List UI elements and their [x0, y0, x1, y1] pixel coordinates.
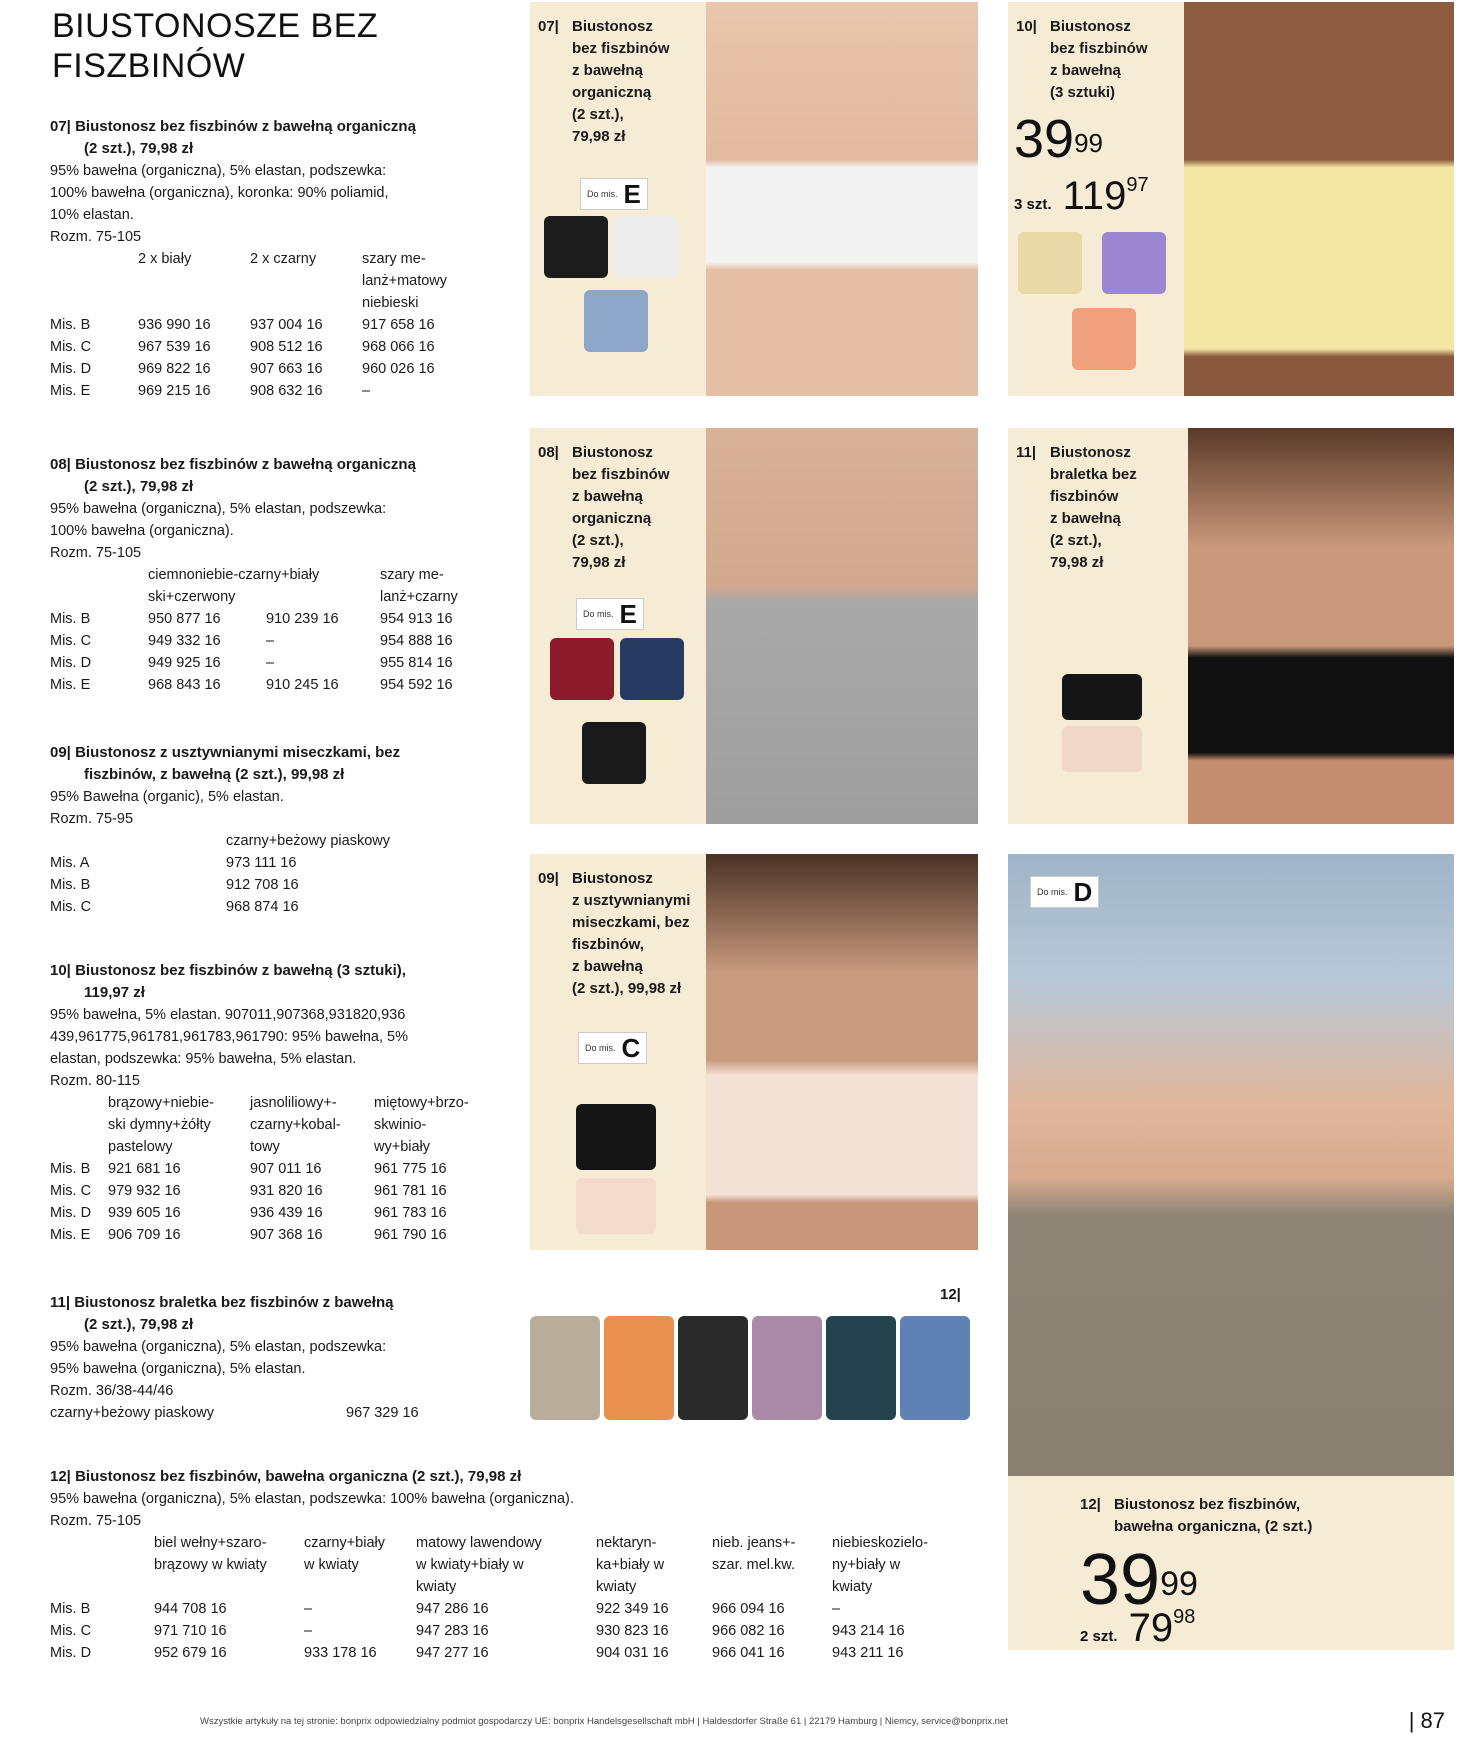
size-table: ciemnoniebie-czarny+biały ski+czerwony szary me- lanż+czarny Mis. B 950 877 16 910 239 16 954 913 16 Mis. C 949 332 16 – 954 888 16 Mis. D 949 925 16 – 955 814 16 Mis. E 968 843 16 910 245 16 954 592 16: [50, 567, 458, 693]
model-photo: [706, 854, 978, 1250]
page-number: | 87: [1408, 1708, 1445, 1733]
size-table: brązowy+niebie- ski dymny+żółty pastelowy jasnoliliowy+- czarny+kobal- towy miętowy+brzo- skwinio- wy+biały Mis. B 921 681 16 907 011 16 961 775 16 Mis. C 979 932 16 931 820 16 961 781 16 Mis. D 939 605 16 936 439 16 961 783 16 Mis. E 906 709 16 907 368 16 961 790 16: [50, 1095, 469, 1243]
size-table: 2 x biały 2 x czarny szary me- lanż+matowy niebieski Mis. B 936 990 16 937 004 16 917 658 16 Mis. C 967 539 16 908 512 16 968 066 16 Mis. D 969 822 16 907 663 16 960 026 16 Mis. E 969 215 16 908 632 16 –: [50, 251, 448, 399]
bra-thumbnail-lilac-black: [1102, 232, 1166, 294]
page-title: BIUSTONOSZE BEZ FISZBINÓW: [52, 7, 379, 85]
cup-size-badge: Do mis. E: [580, 178, 648, 210]
strip-label: 12|: [940, 1286, 961, 1303]
bra-thumbnail-blue-green: [826, 1316, 896, 1420]
bra-thumbnail-navy-grey: [620, 638, 684, 700]
footer-legal: Wszystkie artykuły na tej stronie: bonprix odpowiedzialny podmiot gospodarczy UE: bonprix Handelsgesellschaft mbH | Haldesdorfer Straße 61 | 22179 Hamburg | Niemcy, service@bonprix.net: [200, 1716, 1008, 1727]
bra-thumbnail-lavender: [752, 1316, 822, 1420]
item-11-description: 11| Biustonosz braletka bez fiszbinów z bawełną (2 szt.), 79,98 zł 95% bawełna (organiczna), 5% elastan, podszewka: 95% bawełna (organiczna), 5% elastan. Rozm. 36/38-44/46 czarny+beżowy piaskowy 967 329 16: [50, 1294, 419, 1421]
bra-thumbnail-black: [1062, 674, 1142, 720]
bra-thumbnail-blue: [584, 290, 648, 352]
multi-price: 2 szt. $79^{98}$: [1080, 1606, 1196, 1650]
model-photo: [706, 2, 978, 396]
cup-size-badge: Do mis. D: [1030, 876, 1099, 908]
item-heading: 07| Biustonosz bez fiszbinów z bawełną organiczną: [50, 118, 416, 135]
cup-size-badge: Do mis. E: [576, 598, 644, 630]
price: $39^{99}$: [1014, 109, 1103, 169]
item-12-description: 12| Biustonosz bez fiszbinów, bawełna organiczna (2 szt.), 79,98 zł 95% bawełna (organiczna), 5% elastan, podszewka: 100% bawełna (organiczna). Rozm. 75-105 biel wełny+szaro- brązowy w kwiaty czarny+biały w kwiaty matowy lawendowy w kwiaty+biały w kwiaty nektaryn- ka+biały w kwiaty nieb. jeans+- szar. mel.kw. niebieskozielo- ny+biały w kwiaty Mis. B 944 708 16 – 947 286 16 922 349 16 966 094 16 – Mis. C 971 710 16 – 947 283 16 930 823 16 966 082 16 943 214 16 Mis. D 952 679 16 933 178 16 947 277 16 904 031 16 966 041 16 943 211 16: [50, 1466, 574, 1664]
model-photo: [1188, 428, 1454, 824]
product-panel-11: 11| Biustonosz braletka bez fiszbinów z bawełną (2 szt.), 79,98 zł: [1008, 428, 1454, 824]
size-table: czarny+beżowy piaskowy Mis. A 973 111 16 Mis. B 912 708 16 Mis. C 968 874 16: [50, 833, 391, 915]
item-07-description: 07| Biustonosz bez fiszbinów z bawełną organiczną (2 szt.), 79,98 zł 95% bawełna (organiczna), 5% elastan, podszewka: 100% bawełna (organiczna), koronka: 90% poliamid, 10% elastan. Rozm. 75-105 2 x biały 2 x czarny szary me- lanż+matowy niebieski Mis. B 936 990 16 937 004 16 917 658 16 Mis. C 967 539 16 908 512 16 968 066 16 Mis. D 969 822 16 907 663 16 960 026 16 Mis. E 969 215 16 908 632 16 –: [50, 116, 416, 402]
item-09-description: 09| Biustonosz z usztywnianymi miseczkami, bez fiszbinów, z bawełną (2 szt.), 99,98 zł 95% Bawełna (organic), 5% elastan. Rozm. 75-95 czarny+beżowy piaskowy Mis. A 973 111 16 Mis. B 912 708 16 Mis. C 968 874 16: [50, 742, 400, 918]
bra-thumbnail-nectarine: [604, 1316, 674, 1420]
product-panel-12: Do mis. D 12| Biustonosz bez fiszbinów, bawełna organiczna, (2 szt.) $39^{99}$ 2 szt. $79^{98}$: [1008, 854, 1454, 1650]
color-variants-strip: [530, 1316, 978, 1426]
model-photo: [1184, 2, 1454, 396]
bra-thumbnail-beige: [1062, 726, 1142, 772]
multi-price: 3 szt. $119^{97}$: [1014, 174, 1149, 218]
bra-thumbnail-black-white: [582, 722, 646, 784]
model-photo: [1008, 854, 1454, 1476]
model-photo: [706, 428, 978, 824]
bra-thumbnail-black: [576, 1104, 656, 1170]
item-08-description: 08| Biustonosz bez fiszbinów z bawełną organiczną (2 szt.), 79,98 zł 95% bawełna (organiczna), 5% elastan, podszewka: 100% bawełna (organiczna). Rozm. 75-105 ciemnoniebie-czarny+biały ski+czerwony szary me- lanż+czarny Mis. B 950 877 16 910 239 16 954 913 16 Mis. C 949 332 16 – 954 888 16 Mis. D 949 925 16 – 955 814 16 Mis. E 968 843 16 910 245 16 954 592 16: [50, 454, 416, 696]
item-10-description: 10| Biustonosz bez fiszbinów z bawełną (3 sztuki), 119,97 zł 95% bawełna, 5% elastan. 907011,907368,931820,936 439,961775,961781,961783,961790: 95% bawełna, 5% elastan, podszewka: 95% bawełna, 5% elastan. Rozm. 80-115 brązowy+niebie- ski dymny+żółty pastelowy jasnoliliowy+- czarny+kobal- towy miętowy+brzo- skwinio- wy+biały Mis. B 921 681 16 907 011 16 961 775 16 Mis. C 979 932 16 931 820 16 961 781 16 Mis. D 939 605 16 936 439 16 961 783 16 Mis. E 906 709 16 907 368 16 961 790 16: [50, 960, 408, 1246]
bra-thumbnail-red-navy: [550, 638, 614, 700]
bra-thumbnail-mint-peach: [1072, 308, 1136, 370]
price: $39^{99}$: [1080, 1540, 1198, 1620]
product-panel-07: 07| Biustonosz bez fiszbinów z bawełną organiczną (2 szt.), 79,98 zł Do mis. E: [530, 2, 978, 396]
size-table: biel wełny+szaro- brązowy w kwiaty czarny+biały w kwiaty matowy lawendowy w kwiaty+biały w kwiaty nektaryn- ka+biały w kwiaty nieb. jeans+- szar. mel.kw. niebieskozielo- ny+biały w kwiaty Mis. B 944 708 16 – 947 286 16 922 349 16 966 094 16 – Mis. C 971 710 16 – 947 283 16 930 823 16 966 082 16 943 214 16 Mis. D 952 679 16 933 178 16 947 277 16 904 031 16 966 041 16 943 211 16: [50, 1535, 928, 1661]
bra-thumbnail-white: [614, 216, 678, 278]
bra-thumbnail-beige: [576, 1178, 656, 1234]
bra-thumbnail-jeans: [900, 1316, 970, 1420]
bra-thumbnail-black-white: [678, 1316, 748, 1420]
bra-thumbnail-wool-white: [530, 1316, 600, 1420]
product-panel-09: 09| Biustonosz z usztywnianymi miseczkami, bez fiszbinów, z bawełną (2 szt.), 99,98 zł Do mis. C: [530, 854, 978, 1250]
product-panel-08: 08| Biustonosz bez fiszbinów z bawełną organiczną (2 szt.), 79,98 zł Do mis. E: [530, 428, 978, 824]
product-panel-10: 10| Biustonosz bez fiszbinów z bawełną (3 sztuki) $39^{99}$ 3 szt. $119^{97}$: [1008, 2, 1454, 396]
cup-size-badge: Do mis. C: [578, 1032, 647, 1064]
bra-thumbnail-black: [544, 216, 608, 278]
bra-thumbnail-brown-yellow: [1018, 232, 1082, 294]
